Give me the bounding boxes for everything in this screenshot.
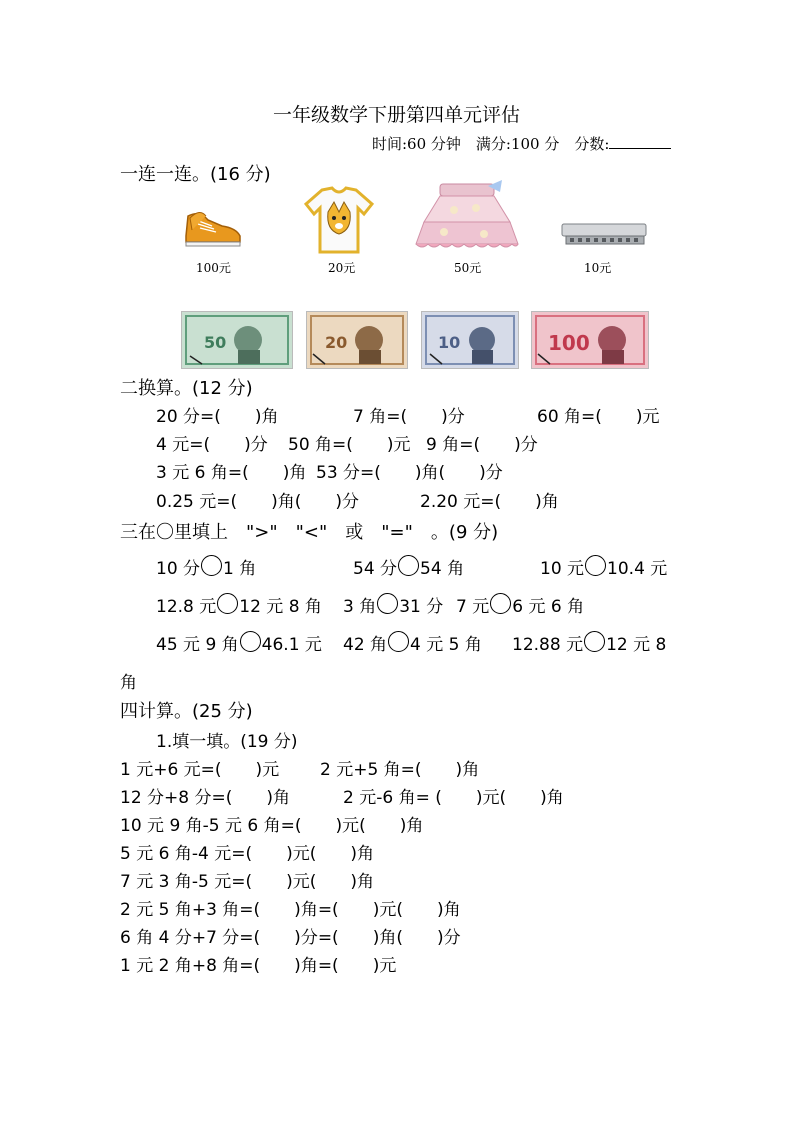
compare-left: 7 元	[456, 597, 490, 617]
score-blank[interactable]	[609, 134, 671, 149]
svg-text:100: 100	[548, 331, 590, 355]
compare-item	[156, 554, 256, 579]
compare-left: 10 分	[156, 559, 201, 579]
price-label: 100元	[196, 261, 231, 275]
exam-meta-text: 时间:60 分钟 满分:100 分 分数:	[372, 135, 610, 153]
compare-left: 12.88 元	[512, 635, 584, 655]
skirt-icon	[414, 180, 520, 252]
compare-right: 1 角	[223, 559, 257, 579]
compare-right: 10.4 元	[607, 559, 668, 579]
compare-circle[interactable]	[201, 555, 222, 576]
compare-item	[343, 630, 482, 655]
calc-item: 6 角 4 分+7 分=( )分=( )角( )分	[120, 928, 461, 948]
compare-circle[interactable]	[388, 631, 409, 652]
exam-meta	[372, 133, 671, 154]
svg-text:20: 20	[325, 333, 348, 352]
calc-item: 1 元+6 元=( )元	[120, 760, 280, 780]
calc-item: 12 分+8 分=( )角	[120, 788, 291, 808]
price-label: 50元	[454, 261, 482, 275]
compare-item	[456, 592, 584, 617]
banknote-20-icon	[306, 311, 408, 369]
compare-circle[interactable]	[377, 593, 398, 614]
compare-item	[156, 630, 322, 655]
compare-circle[interactable]	[585, 555, 606, 576]
subsection-heading: 1.填一填。(19 分)	[156, 732, 298, 752]
conversion-item: 20 分=( )角	[156, 407, 279, 427]
compare-item	[353, 554, 464, 579]
section3-heading: 三在〇里填上 ">" "<" 或 "=" 。(9 分)	[120, 522, 499, 543]
t-shirt-icon	[304, 186, 374, 254]
conversion-item: 7 角=( )分	[353, 407, 465, 427]
compare-left: 3 角	[343, 597, 377, 617]
conversion-item: 0.25 元=( )角( )分	[156, 492, 360, 512]
conversion-item: 50 角=( )元	[288, 435, 411, 455]
compare-right: 4 元 5 角	[410, 635, 482, 655]
harmonica-icon	[560, 218, 650, 248]
calc-item: 2 元 5 角+3 角=( )角=( )元( )角	[120, 900, 461, 920]
conversion-item: 2.20 元=( )角	[420, 492, 559, 512]
compare-item	[540, 554, 667, 579]
compare-right: 46.1 元	[261, 635, 322, 655]
compare-item	[343, 592, 443, 617]
compare-circle[interactable]	[398, 555, 419, 576]
conversion-item: 53 分=( )角( )分	[316, 463, 503, 483]
compare-right: 12 元 8	[606, 635, 667, 655]
compare-right: 54 角	[420, 559, 465, 579]
conversion-item: 3 元 6 角=( )角	[156, 463, 307, 483]
banknote-10-icon	[421, 311, 519, 369]
compare-left: 54 分	[353, 559, 398, 579]
svg-text:10: 10	[438, 333, 461, 352]
compare-circle[interactable]	[584, 631, 605, 652]
price-label: 10元	[584, 261, 612, 275]
calc-item: 2 元+5 角=( )角	[320, 760, 480, 780]
banknote-50-icon	[181, 311, 293, 369]
compare-left: 12.8 元	[156, 597, 217, 617]
price-label: 20元	[328, 261, 356, 275]
compare-circle[interactable]	[490, 593, 511, 614]
conversion-item: 60 角=( )元	[537, 407, 660, 427]
conversion-item: 4 元=( )分	[156, 435, 268, 455]
section1-heading: 一连一连。(16 分)	[120, 164, 271, 185]
conversion-item: 9 角=( )分	[426, 435, 538, 455]
compare-left: 42 角	[343, 635, 388, 655]
compare-circle[interactable]	[217, 593, 238, 614]
compare-item	[156, 592, 322, 617]
wrapped-text: 角	[120, 673, 137, 693]
svg-text:50: 50	[204, 333, 227, 352]
compare-left: 45 元 9 角	[156, 635, 239, 655]
section4-heading: 四计算。(25 分)	[120, 701, 253, 722]
sneaker-icon	[178, 196, 248, 252]
calc-item: 7 元 3 角-5 元=( )元( )角	[120, 872, 374, 892]
compare-item	[512, 630, 666, 655]
compare-right: 6 元 6 角	[512, 597, 585, 617]
calc-item: 2 元-6 角= ( )元( )角	[343, 788, 564, 808]
banknote-100-icon	[531, 311, 649, 369]
compare-left: 10 元	[540, 559, 585, 579]
section2-heading: 二换算。(12 分)	[120, 378, 253, 399]
calc-item: 5 元 6 角-4 元=( )元( )角	[120, 844, 374, 864]
compare-right: 31 分	[399, 597, 444, 617]
page-title: 一年级数学下册第四单元评估	[272, 104, 520, 126]
compare-right: 12 元 8 角	[239, 597, 322, 617]
calc-item: 10 元 9 角-5 元 6 角=( )元( )角	[120, 816, 424, 836]
calc-item: 1 元 2 角+8 角=( )角=( )元	[120, 956, 397, 976]
compare-circle[interactable]	[240, 631, 261, 652]
